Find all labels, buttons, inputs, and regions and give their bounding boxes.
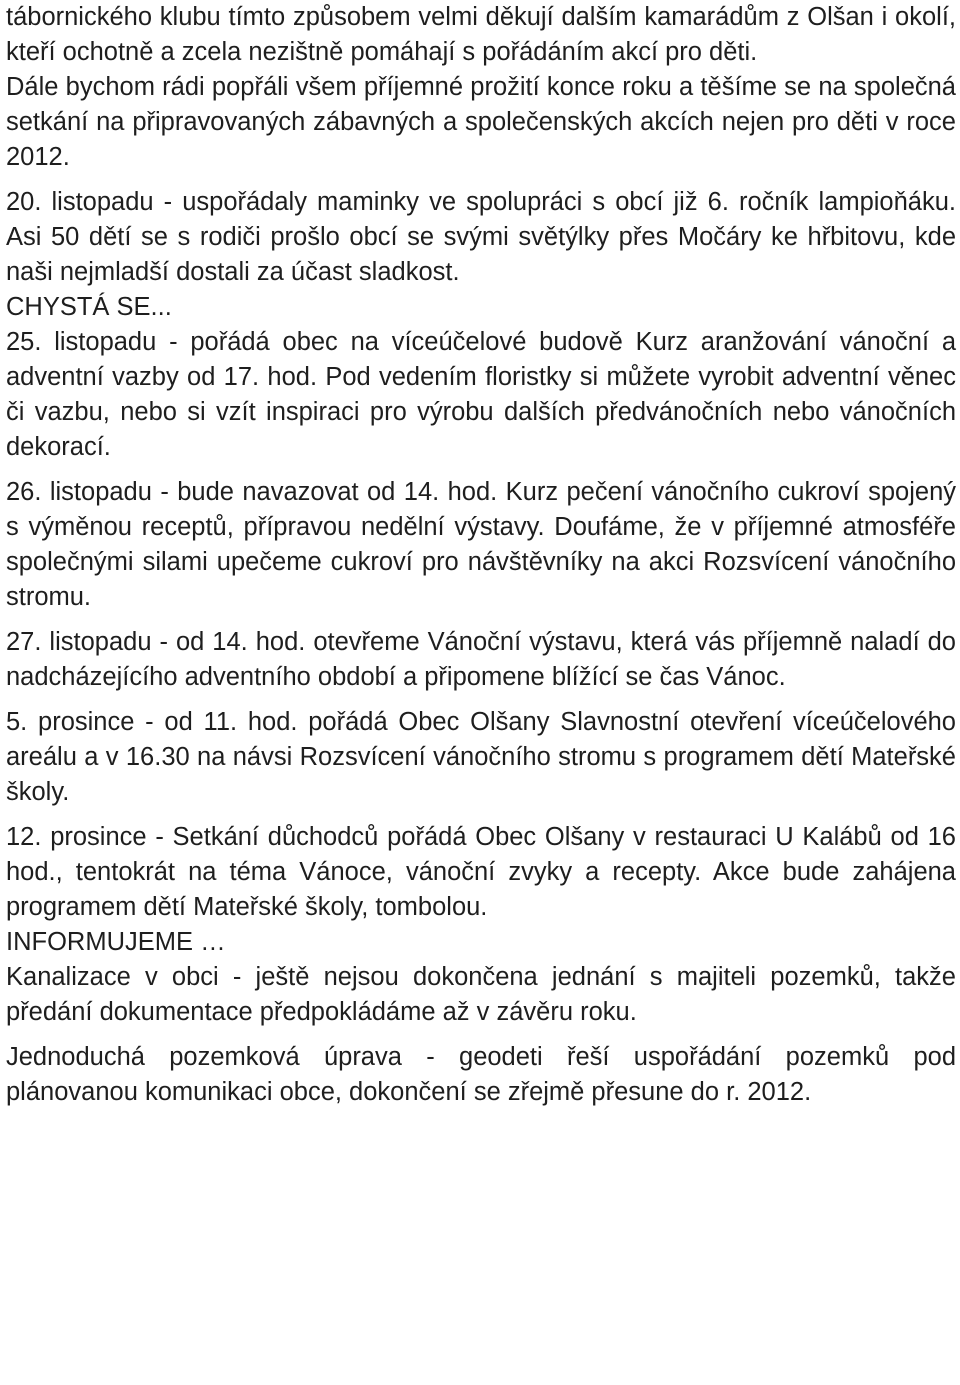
upcoming-item: 27. listopadu - od 14. hod. otevřeme Vánoční výstavu, která vás příjemně naladí do nadcházejícího adventního období a připomene blížící se čas Vánoc. [6, 628, 956, 691]
intro-paragraph-lantern-walk: 20. listopadu - uspořádaly maminky ve spolupráci s obcí již 6. ročník lampioňáku. Asi 50 dětí se s rodiči prošlo obcí se svými světýlky přes Močáry ke hřbitovu, kde naši nejmladší dostali za účast sladkost. [6, 188, 956, 286]
upcoming-item: 25. listopadu - pořádá obec na víceúčelové budově Kurz aranžování vánoční a adventní vazby od 17. hod. Pod vedením floristky si můžete vyrobit adventní věnec či vazbu, nebo si vzít inspiraci pro výrobu dalších předvánočních nebo vánočních dekorací. [6, 328, 956, 461]
info-item: Jednoduchá pozemková úprava - geodeti řeší uspořádání pozemků pod plánovanou komunikaci obce, dokončení se zřejmě přesune do r. 2012. [6, 1043, 956, 1106]
intro-paragraph-thanks: tábornického klubu tímto způsobem velmi děkují dalším kamarádům z Olšan i okolí, kteří ochotně a zcela nezištně pomáhají s pořádáním akcí pro děti. [6, 3, 956, 66]
intro-paragraph-wishes: Dále bychom rádi popřáli všem příjemné prožití konce roku a těšíme se na společná setkání na připravovaných zábavných a společenských akcích nejen pro děti v roce 2012. [6, 73, 956, 171]
section-heading-upcoming: CHYSTÁ SE... [6, 293, 172, 321]
upcoming-item: 12. prosince - Setkání důchodců pořádá Obec Olšany v restauraci U Kalábů od 16 hod., tentokrát na téma Vánoce, vánoční zvyky a recepty. Akce bude zahájena programem dětí Mateřské školy, tombolou. [6, 823, 956, 921]
section-heading-info: INFORMUJEME … [6, 928, 226, 956]
upcoming-item: 5. prosince - od 11. hod. pořádá Obec Olšany Slavnostní otevření víceúčelového areálu a v 16.30 na návsi Rozsvícení vánočního stromu s programem dětí Mateřské školy. [6, 708, 956, 806]
document-page [6, 0, 956, 1110]
info-item: Kanalizace v obci - ještě nejsou dokončena jednání s majiteli pozemků, takže předání dokumentace předpokládáme až v závěru roku. [6, 963, 956, 1026]
upcoming-item: 26. listopadu - bude navazovat od 14. hod. Kurz pečení vánočního cukroví spojený s výměnou receptů, přípravou nedělní výstavy. Doufáme, že v příjemné atmosféře společnými silami upečeme cukroví pro návštěvníky na akci Rozsvícení vánočního stromu. [6, 478, 956, 611]
